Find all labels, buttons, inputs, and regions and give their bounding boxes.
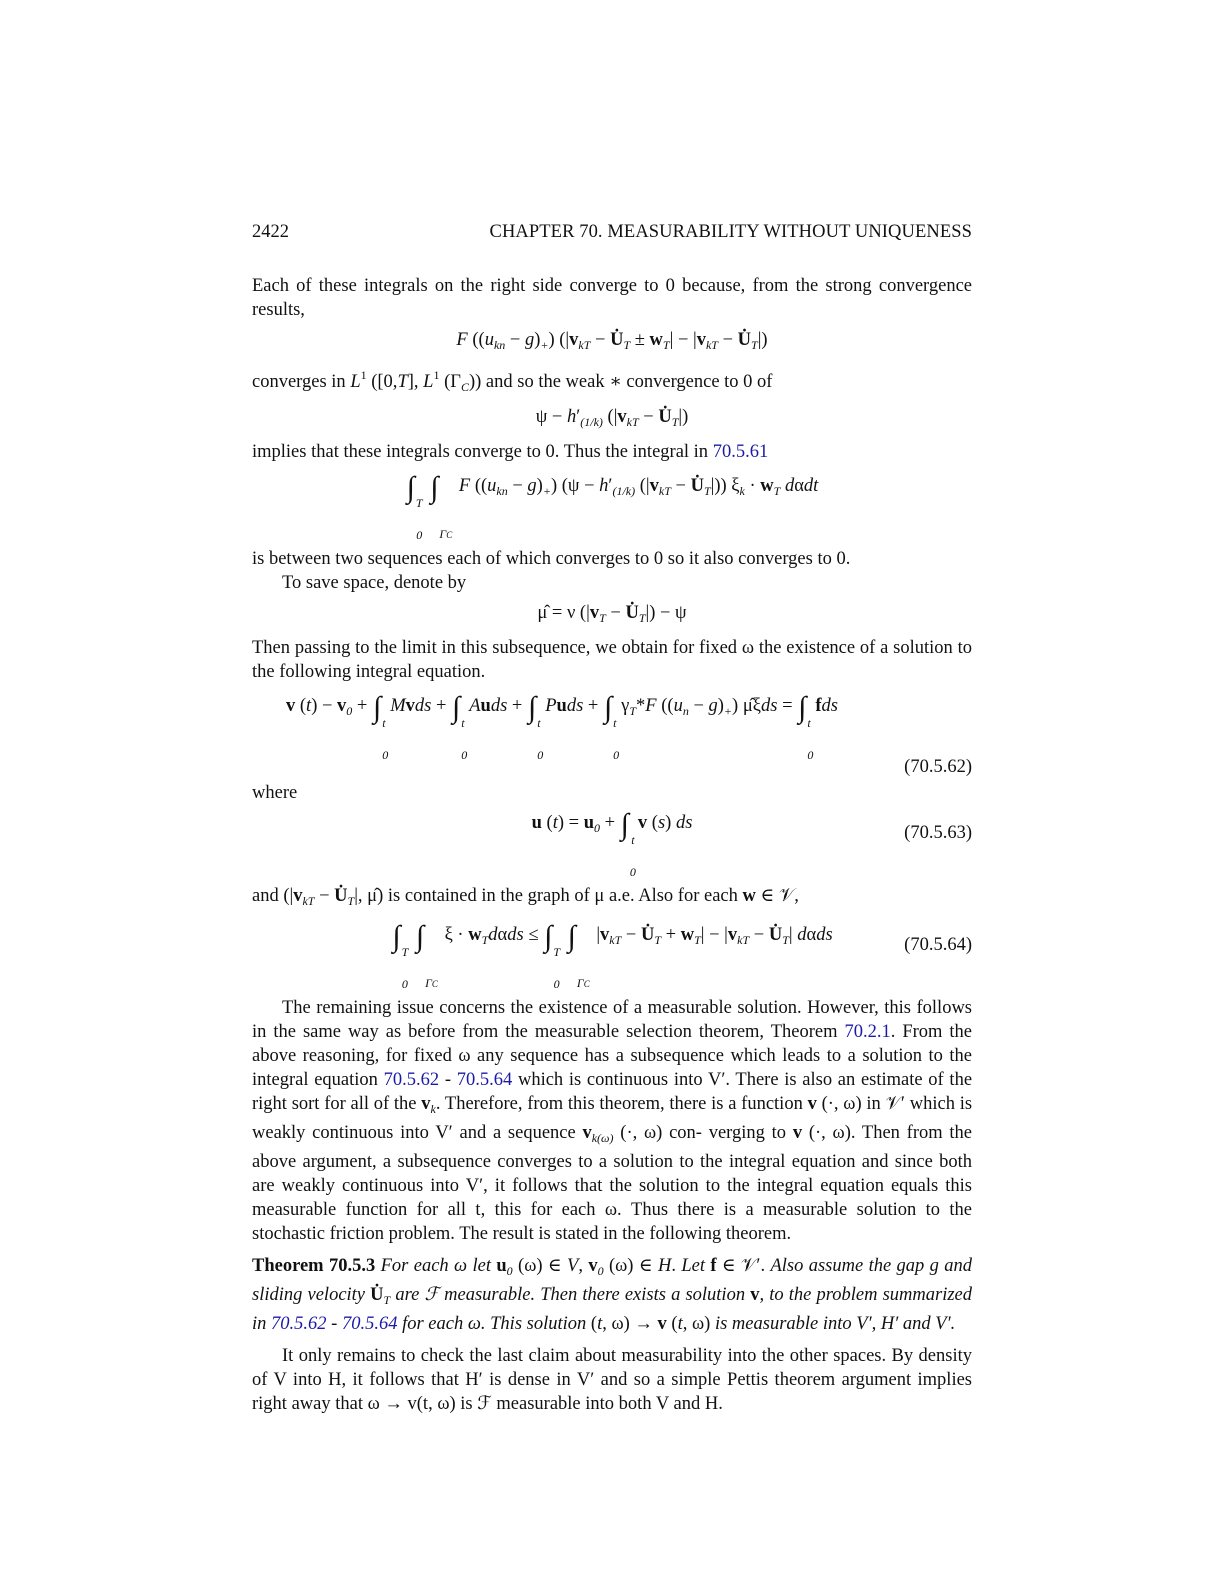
equation-convergence-term: F $((u_{kn} - g)_+) (|v_{kT}$ − $U̇_T \pm w_T| - |v_{kT}$ − $U̇_T|$)	[456, 330, 768, 352]
equation-mu-hat: μ̂ = ν ($|v_T$ − $U̇_T|) - \psi$	[537, 603, 687, 625]
p9-text-a: The remaining issue concerns the existence of a measurable solution. However, this follows in the same way as before from the measurable selection theorem, Theorem	[252, 998, 972, 1042]
paragraph-10: It only remains to check the last claim about measurability into the other spaces. By density of V into H, it follows that H′ is dense in V′ and so a simple Pettis theorem argument implies right away that ω → v(t, ω) is ℱ measurable into both V and H.	[252, 1346, 972, 1414]
paragraph-1: Each of these integrals on the right side converge to 0 because, from the strong convergence results,	[252, 276, 972, 320]
thm-text-e: for each ω. This solution	[402, 1314, 587, 1334]
equation-psi-term: $\psi - h'_{(1/k)}$ ($|v_{kT}$ − $U̇_T|$)	[535, 407, 689, 429]
p9-text-d: . Therefore, from this theorem, there is a function	[435, 1094, 803, 1114]
chapter-title: CHAPTER 70. MEASURABILITY WITHOUT UNIQUENESS	[489, 222, 972, 242]
equation-integral-limit: ∫ T 0 ∫ ΓC F $((u_{kn} - g)_+) (\psi - h'_{(1/k)}$ ($|v_{kT}$ − $U̇_T|$)) $\xi_k \cdot w_T$ dαdt	[406, 471, 819, 542]
eq-number-70-5-63: (70.5.63)	[904, 823, 972, 843]
thm-ref-70-5-62[interactable]: 70.5.62	[271, 1314, 327, 1334]
paragraph-5: To save space, denote by	[282, 573, 467, 593]
p9-text-e: which is weakly continuous into V′ and a sequence	[252, 1094, 973, 1143]
ref-70-5-61[interactable]: 70.5.61	[712, 442, 769, 462]
p9-text-g: . Then from the above argument, a subsequence converges to a solution to the integral equation and since both are weakly continuous into V′, it follows that the solution to the integral equation equals this measurable function for all t, this for each ω. Thus there is a measurable solution to the stochastic friction problem. The result is stated in the following theorem.	[252, 1123, 972, 1244]
page-number: 2422	[252, 222, 289, 242]
paragraph-2: converges in $L^1$ ([0,T], $L^1$ $(\Gamma_C)$) and so the weak ∗ convergence to 0 of	[252, 368, 773, 394]
thm-text-d: , to the problem summarized in	[252, 1285, 973, 1334]
eq-number-70-5-64: (70.5.64)	[904, 935, 972, 955]
paragraph-3	[252, 440, 972, 464]
paragraph-8: and ($|v_{kT}$ − $U̇_T|$, μ̂) is contained in the graph of μ a.e. Also for each w ∈ 𝒱,	[252, 886, 799, 908]
theorem-70-5-3: Theorem 70.5.3 For each ω let $u_0$ (ω) ∈ V, $v_0$ (ω) ∈ H. Let f ∈ 𝒱′. Also assume the gap g and sliding velocity $U̇_T$ are ℱ measurable. Then there exists a solution v, to the problem summarized in 70.5.62 - 70.5.64 for each ω. This solution (t, ω) → v (t, ω) is measurable into V′, H′ and V′.	[252, 1256, 973, 1334]
theorem-label: Theorem 70.5.3	[252, 1256, 376, 1276]
page	[252, 220, 972, 1416]
eq-number-70-5-62: (70.5.62)	[904, 757, 972, 777]
equation-70-5-62: v $(t) - v_0$ + ∫ t 0 Mvds + ∫ t 0 Auds + ∫ t 0 Puds + ∫ t 0 $\gamma_T*F$ $((u_n - g)_+)$ μ̂ξds = ∫ t 0 fds (70.5.62)	[286, 691, 972, 777]
equation-70-5-63: u $(t) = u_0$ + ∫ t 0 v (s) ds (70.5.63)	[531, 808, 972, 879]
paragraph-9: The remaining issue concerns the existence of a measurable solution. However, this follows in the same way as before from the measurable selection theorem, Theorem 70.2.1. From the above reasoning, for fixed ω any sequence has a subsequence which leads to a solution to the integral equation 70.5.62 - 70.5.64 which is continuous into V′. There is also an estimate of the right sort for all of the $v_k$. Therefore, from this theorem, there is a function v (·, ω) in 𝒱′ which is weakly continuous into V′ and a sequence $v_{k(\omega)}$ (·, ω) con- verging to v (·, ω). Then from the above argument, a subsequence converges to a solution to the integral equation and since both are weakly continuous into V′, it follows that the solution to the integral equation equals this measurable function for all t, this for each ω. Thus there is a measurable solution to the stochastic friction problem. The result is stated in the following theorem.	[252, 998, 973, 1244]
ref-70-5-62[interactable]: 70.5.62	[383, 1070, 440, 1090]
thm-text-a: For each ω let	[380, 1256, 491, 1276]
p9-text-c: which is continuous into V′. There is also an estimate of the right sort for all of the	[252, 1070, 973, 1114]
thm-text-c: are ℱ measurable. Then there exists a solution	[395, 1285, 746, 1305]
ref-70-5-64[interactable]: 70.5.64	[456, 1070, 513, 1090]
thm-text-b: Also assume the gap g and sliding velocity	[252, 1256, 973, 1305]
p3-text: implies that these integrals converge to 0. Thus the integral in	[252, 442, 709, 462]
thm-text-f: is measurable into V′, H′ and V′.	[714, 1314, 956, 1334]
paragraph-7: where	[252, 783, 298, 803]
ref-70-2-1[interactable]: 70.2.1	[844, 1022, 891, 1042]
p8-text-a: and	[252, 886, 279, 906]
paragraph-6: Then passing to the limit in this subsequence, we obtain for fixed ω the existence of a solution to the following integral equation.	[252, 638, 972, 682]
paragraph-4: is between two sequences each of which converges to 0 so it also converges to 0.	[252, 549, 851, 569]
p2-text-a: converges in	[252, 372, 346, 392]
p8-text-b: is contained in the graph of μ a.e. Also for each	[387, 886, 738, 906]
running-header	[252, 220, 972, 244]
p9-text-b: From the above reasoning, for fixed ω any sequence has a subsequence which leads to a solution to the integral equation	[252, 1022, 972, 1090]
thm-ref-dash: -	[331, 1314, 338, 1334]
thm-ref-70-5-64[interactable]: 70.5.64	[341, 1314, 398, 1334]
ref-dash: -	[444, 1070, 452, 1090]
p2-text-b: and so the weak ∗ convergence to 0 of	[485, 372, 773, 392]
p9-text-f: con- verging to	[669, 1123, 787, 1143]
equation-70-5-64: ∫ T 0 ∫ ΓC $\xi \cdot w_Td\alpha ds$ ≤ ∫ T 0 ∫ ΓC $|v_{kT}$ − $U̇_T + w_T| - |v_{kT}$ − $U̇_T|$ dαds (70.5.64)	[392, 920, 972, 991]
